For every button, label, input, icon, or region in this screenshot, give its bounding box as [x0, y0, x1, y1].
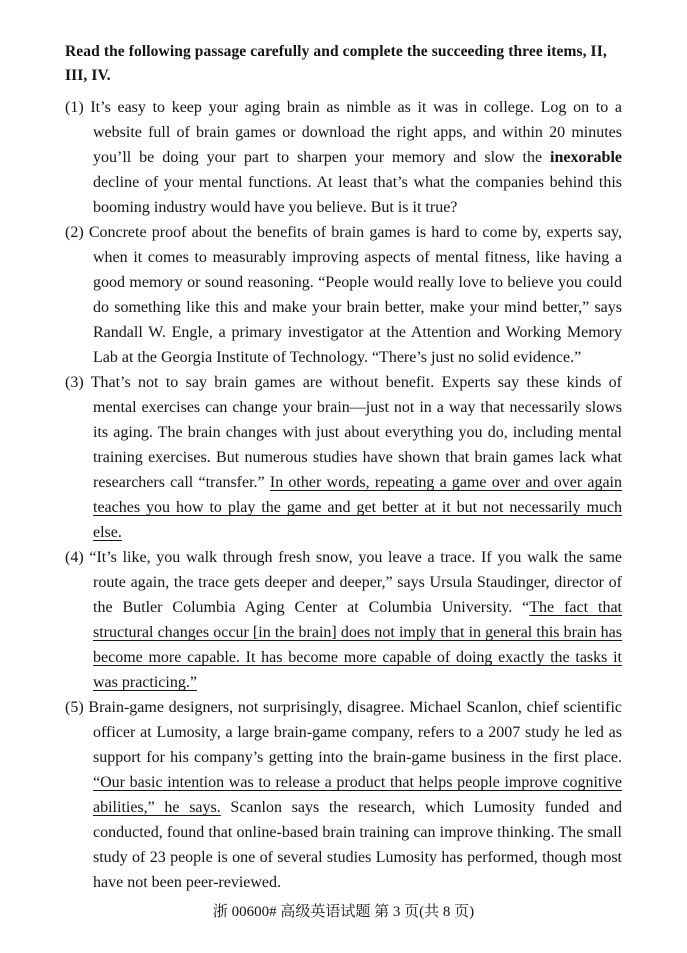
- passage-text-normal: That’s not to say brain games are without benefit. Experts say these kinds of mental exercises can change your brain—just not in a way that necessarily slows its aging. The brain changes with just about everything you do, including mental training exercises. But numerous studies have shown that brain games lack what researchers call “transfer.”: [90, 374, 622, 491]
- paragraph-number: (5): [65, 699, 89, 716]
- passage-paragraph: [65, 370, 622, 545]
- paragraph-number: (1): [65, 99, 91, 116]
- passage-text-underline: In other words, repeating a game over and over again teaches you how to play the game and get better at it but not necessarily much else.: [93, 474, 623, 541]
- passage-text-underline: “Our basic intention was to release a product that helps people improve cognitive abilities,” he says.: [93, 774, 622, 816]
- paragraph-number: (3): [65, 374, 91, 391]
- paragraph-number: (4): [65, 549, 90, 566]
- passage-text-bold: inexorable: [550, 149, 622, 166]
- passage-text-normal: Scanlon says the research, which Lumosity funded and conducted, found that online-based brain training can improve thinking. The small study of 23 people is one of several studies Lumosity has performed, though most have not been peer-reviewed.: [93, 799, 622, 891]
- passage-text-normal: decline of your mental functions. At least that’s what the companies behind this booming industry would have you believe. But is it true?: [93, 174, 622, 216]
- passage-paragraph: [65, 220, 622, 370]
- reading-passage: [65, 95, 622, 895]
- passage-instruction: Read the following passage carefully and complete the succeeding three items, II, III, IV.: [65, 43, 607, 84]
- passage-text-underline: The fact that structural changes occur [in the brain] does not imply that in general this brain has become more capable. It has become more capable of doing exactly the tasks it was practicing.”: [93, 599, 623, 691]
- page-footer: 浙 00600# 高级英语试题 第 3 页(共 8 页): [212, 904, 475, 920]
- passage-text-normal: Brain-game designers, not surprisingly, disagree. Michael Scanlon, chief scientific officer at Lumosity, a large brain-game company, refers to a 2007 study he led as support for his company’s getting into the brain-game business in the first place.: [88, 699, 623, 766]
- paragraph-number: (2): [65, 224, 89, 241]
- passage-paragraph: [65, 95, 622, 220]
- passage-text-normal: It’s easy to keep your aging brain as nimble as it was in college. Log on to a website full of brain games or download the right apps, and within 20 minutes you’ll be doing your part to sharpen your memory and slow the: [90, 99, 622, 166]
- passage-paragraph: [65, 695, 622, 895]
- passage-text-normal: Concrete proof about the benefits of brain games is hard to come by, experts say, when it comes to measurably improving aspects of mental fitness, like having a good memory or sound reasoning. “People would really love to believe you could do something like this and make your brain better, make your mind better,” says Randall W. Engle, a primary investigator at the Attention and Working Memory Lab at the Georgia Institute of Technology. “There’s just no solid evidence.”: [88, 224, 623, 366]
- passage-text-normal: “It’s like, you walk through fresh snow, you leave a trace. If you walk the same route again, the trace gets deeper and deeper,” says Ursula Staudinger, director of the Butler Columbia Aging Center at Columbia University. “: [89, 549, 623, 616]
- passage-paragraph: [65, 545, 622, 695]
